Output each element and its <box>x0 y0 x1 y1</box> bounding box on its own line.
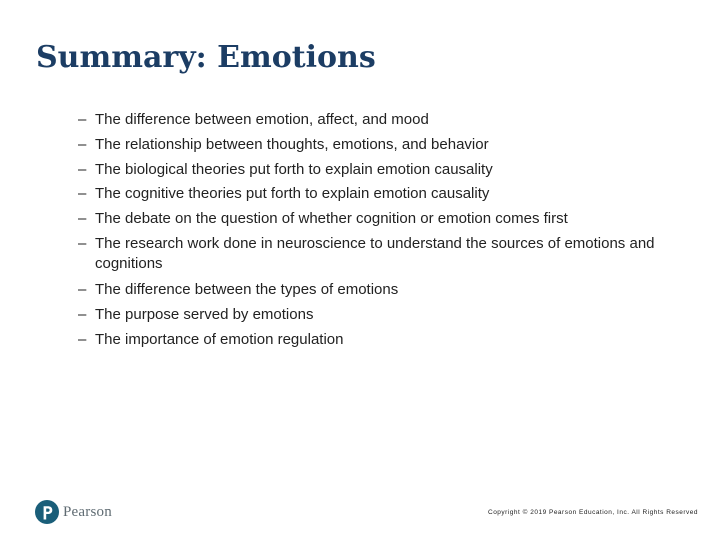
bullet-item <box>78 184 678 204</box>
bullet-text: The difference between the types of emotions <box>95 280 399 298</box>
bullet-dash: – <box>78 185 87 203</box>
pearson-logo <box>35 500 112 524</box>
bullet-dash: – <box>78 111 87 128</box>
bullet-item <box>78 305 678 325</box>
bullet-text: The cognitive theories put forth to explain emotion causality <box>95 185 490 203</box>
bullet-dash: – <box>78 305 87 323</box>
bullet-text: The purpose served by emotions <box>95 305 314 323</box>
bullet-text: The difference between emotion, affect, and mood <box>95 111 429 128</box>
bullet-text: The debate on the question of whether cognition or emotion comes first <box>95 210 568 228</box>
bullet-item <box>78 209 678 229</box>
pearson-logo-text: Pearson <box>63 503 112 520</box>
bullet-item <box>78 160 678 180</box>
bullet-dash: – <box>78 135 87 153</box>
bullet-item <box>78 110 678 130</box>
bullet-text: The biological theories put forth to explain emotion causality <box>95 160 493 178</box>
bullet-item <box>78 234 678 274</box>
bullet-text: The importance of emotion regulation <box>95 330 344 348</box>
bullet-dash: – <box>78 160 87 178</box>
bullet-list <box>78 110 678 354</box>
bullet-item <box>78 135 678 155</box>
bullet-dash: – <box>78 330 87 348</box>
copyright-notice: Copyright © 2019 Pearson Education, Inc. All Rights Reserved <box>488 509 699 516</box>
bullet-dash: – <box>78 280 87 298</box>
pearson-logo-icon <box>35 500 59 524</box>
slide-title: Summary: Emotions <box>36 40 376 75</box>
bullet-dash: – <box>78 210 87 228</box>
bullet-item <box>78 330 678 350</box>
bullet-text: The relationship between thoughts, emotions, and behavior <box>95 135 489 153</box>
bullet-item <box>78 280 678 300</box>
bullet-dash: – <box>78 234 87 252</box>
bullet-text: The research work done in neuroscience to understand the sources of emotions and cognitions <box>95 234 655 272</box>
